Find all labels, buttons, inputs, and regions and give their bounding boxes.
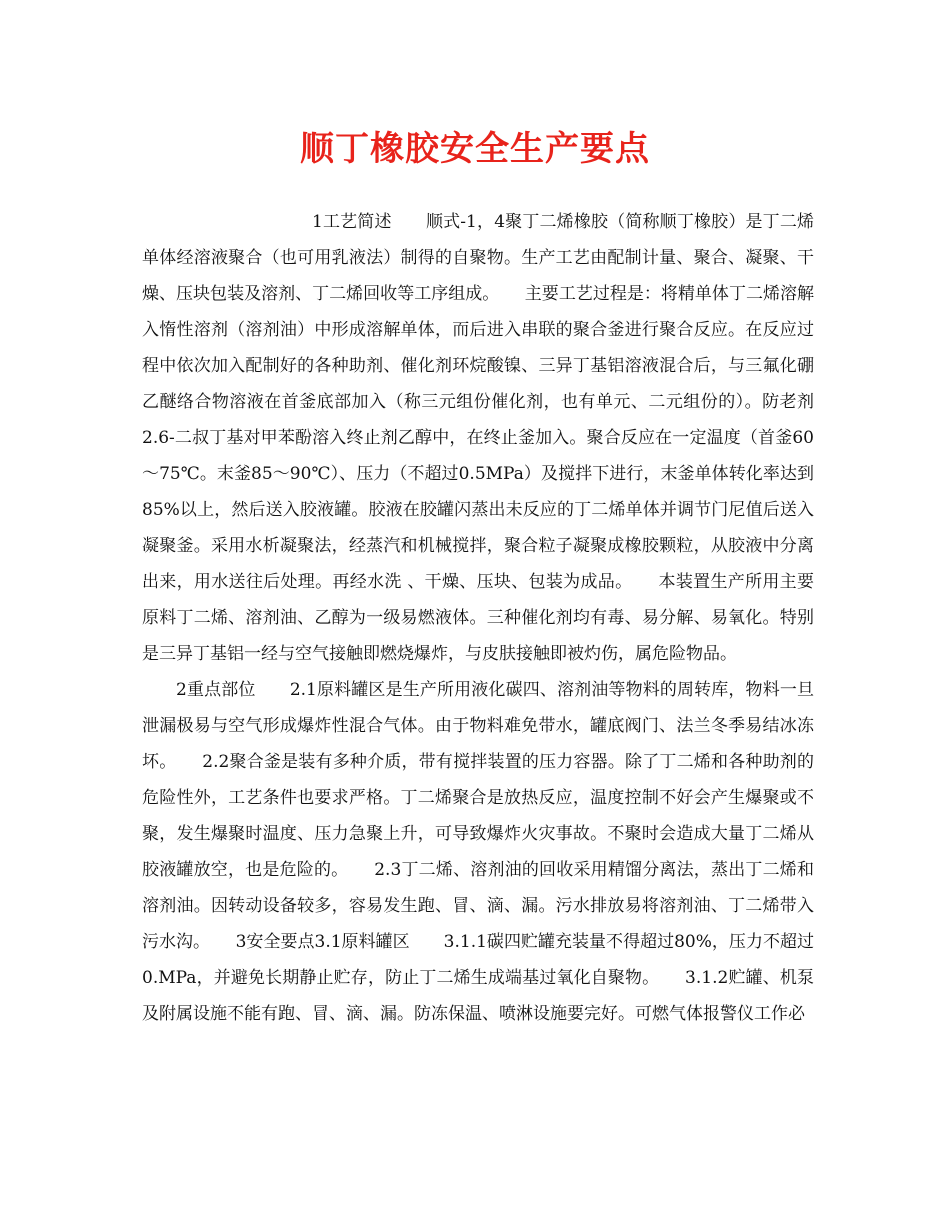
- paragraph-process-overview: 1工艺简述 顺式-1，4聚丁二烯橡胶（简称顺丁橡胶）是丁二烯单体经溶液聚合（也可用乳液法）制得的自聚物。生产工艺由配制计量、聚合、凝聚、干燥、压块包装及溶剂、丁二烯回收等工序组成。 主要工艺过程是：将精单体丁二烯溶解入惰性溶剂（溶剂油）中形成溶解单体，而后进入串联的聚合釜进行聚合反应。在反应过程中依次加入配制好的各种助剂、催化剂环烷酸镍、三异丁基铝溶液混合后，与三氟化硼乙醚络合物溶液在首釜底部加入（称三元组份催化剂，也有单元、二元组份的）。防老剂2.6-二叔丁基对甲苯酚溶入终止剂乙醇中，在终止釜加入。聚合反应在一定温度（首釜60～75℃。末釜85～90℃）、压力（不超过0.5MPa）及搅拌下进行，末釜单体转化率达到85%以上，然后送入胶液罐。胶液在胶罐闪蒸出未反应的丁二烯单体并调节门尼值后送入凝聚釜。采用水析凝聚法，经蒸汽和机械搅拌，聚合粒子凝聚成橡胶颗粒，从胶液中分离出来，用水送往后处理。再经水洗 、干燥、压块、包装为成品。 本装置生产所用主要原料丁二烯、溶剂油、乙醇为一级易燃液体。三种催化剂均有毒、易分解、易氧化。特别是三异丁基铝一经与空气接触即燃烧爆炸，与皮肤接触即被灼伤，属危险物品。: [142, 212, 814, 664]
- paragraph-key-areas: 2重点部位 2.1原料罐区是生产所用液化碳四、溶剂油等物料的周转库，物料一旦泄漏极易与空气形成爆炸性混合气体。由于物料难免带水，罐底阀门、法兰冬季易结冰冻坏。 2.2聚合釜是装有多种介质，带有搅拌装置的压力容器。除了丁二烯和各种助剂的危险性外，工艺条件也要求严格。丁二烯聚合是放热反应，温度控制不好会产生爆聚或不聚，发生爆聚时温度、压力急聚上升，可导致爆炸火灾事故。不聚时会造成大量丁二烯从胶液罐放空，也是危险的。 2.3丁二烯、溶剂油的回收采用精馏分离法，蒸出丁二烯和溶剂油。因转动设备较多，容易发生跑、冒、滴、漏。污水排放易将溶剂油、丁二烯带入污水沟。 3安全要点3.1原料罐区 3.1.1碳四贮罐充装量不得超过80%，压力不超过0.MPa，并避免长期静止贮存，防止丁二烯生成端基过氧化自聚物。 3.1.2贮罐、机泵及附属设施不能有跑、冒、滴、漏。防冻保温、喷淋设施要完好。可燃气体报警仪工作必: [142, 680, 814, 1024]
- document-body: [142, 204, 814, 1032]
- document-title: 顺丁橡胶安全生产要点: [300, 129, 650, 169]
